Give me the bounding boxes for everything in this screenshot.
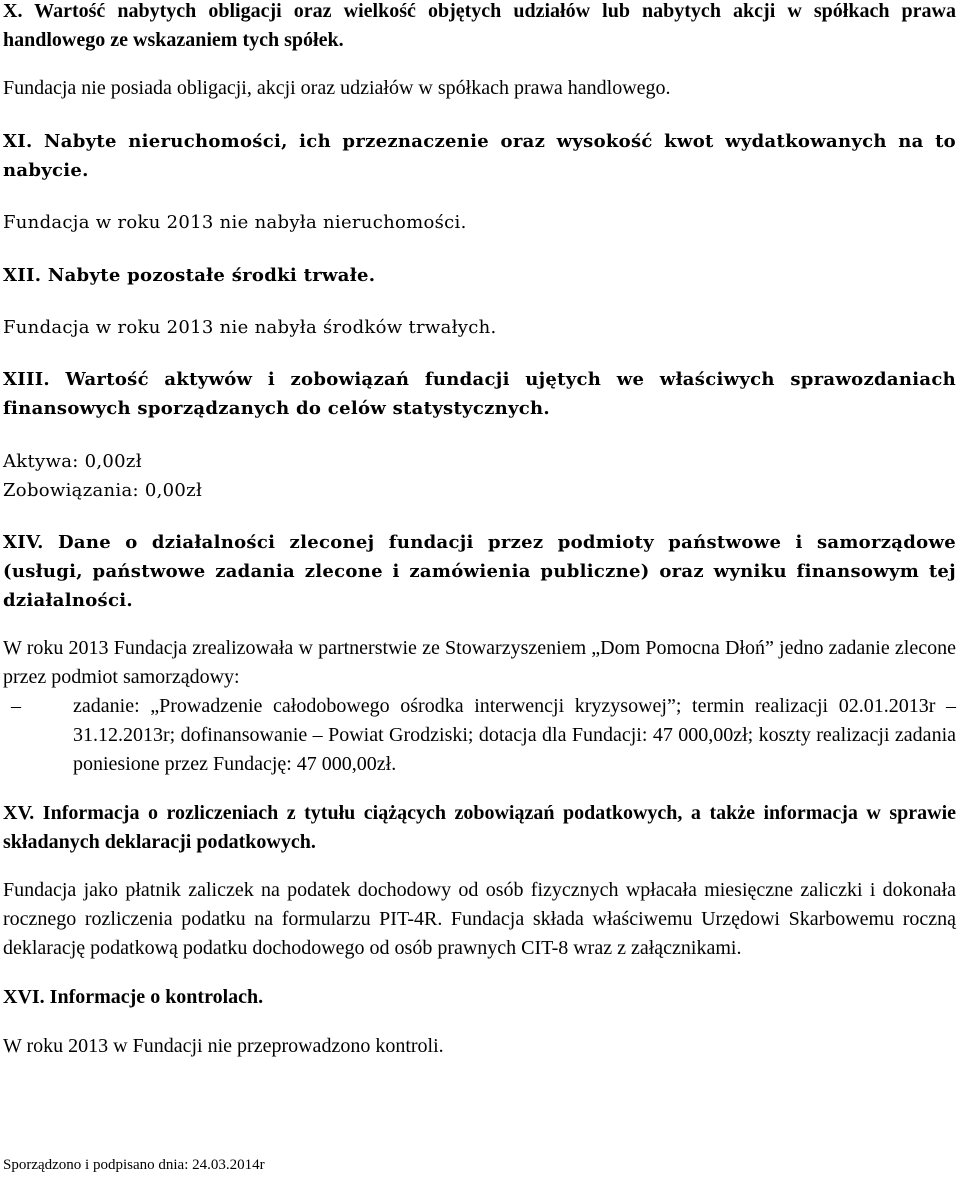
- section-xii-heading: XII. Nabyte pozostałe środki trwałe.: [3, 265, 376, 286]
- section-xiv-heading: XIV. Dane o działalności zleconej fundacji przez podmioty państwowe i samorządowe (usługi, państwowe zadania zlecone i zamówienia publiczne) oraz wyniku finansowym tej działalności.: [3, 532, 956, 611]
- section-xiii-heading: XIII. Wartość aktywów i zobowiązań fundacji ujętych we właściwych sprawozdaniach finansowych sporządzanych do celów statystycznych.: [3, 369, 956, 419]
- section-xvi-body: W roku 2013 w Fundacji nie przeprowadzono kontroli.: [3, 1035, 444, 1057]
- section-xiii-liabilities: Zobowiązania: 0,00zł: [3, 480, 203, 501]
- section-xi-heading: XI. Nabyte nieruchomości, ich przeznaczenie oraz wysokość kwot wydatkowanych na to nabycie.: [3, 131, 956, 181]
- section-x-body: Fundacja nie posiada obligacji, akcji oraz udziałów w spółkach prawa handlowego.: [3, 77, 671, 99]
- document-page: [3, 0, 956, 1061]
- section-xiv-body: W roku 2013 Fundacja zrealizowała w partnerstwie ze Stowarzyszeniem „Dom Pomocna Dłoń” jedno zadanie zlecone przez podmiot samorządowy:: [3, 637, 956, 688]
- section-xv-heading: XV. Informacja o rozliczeniach z tytułu ciążących zobowiązań podatkowych, a także informacja w sprawie składanych deklaracji podatkowych.: [3, 802, 956, 853]
- section-xi-body: Fundacja w roku 2013 nie nabyła nieruchomości.: [3, 212, 467, 233]
- list-dash: –: [11, 695, 21, 717]
- list-item: [3, 692, 956, 779]
- section-xiv-list: [3, 692, 956, 779]
- signature-date-footer: Sporządzono i podpisano dnia: 24.03.2014r: [3, 1157, 265, 1173]
- section-x-heading: X. Wartość nabytych obligacji oraz wielkość objętych udziałów lub nabytych akcji w spółkach prawa handlowego ze wskazaniem tych spółek.: [3, 0, 956, 51]
- section-xv-body: Fundacja jako płatnik zaliczek na podatek dochodowy od osób fizycznych wpłacała miesięczne zaliczki i dokonała rocznego rozliczenia podatku na formularzu PIT-4R. Fundacja składa właściwemu Urzędowi Skarbowemu roczną deklarację podatkową podatku dochodowego od osób prawnych CIT-8 wraz z załącznikami.: [3, 879, 956, 959]
- section-xiii-assets: Aktywa: 0,00zł: [3, 451, 142, 472]
- section-xvi-heading: XVI. Informacje o kontrolach.: [3, 986, 264, 1008]
- list-item-text: zadanie: „Prowadzenie całodobowego ośrodka interwencji kryzysowej”; termin realizacji 02.01.2013r – 31.12.2013r; dofinansowanie – Powiat Grodziski; dotacja dla Fundacji: 47 000,00zł; koszty realizacji zadania poniesione przez Fundację: 47 000,00zł.: [73, 695, 956, 775]
- section-xii-body: Fundacja w roku 2013 nie nabyła środków trwałych.: [3, 317, 497, 338]
